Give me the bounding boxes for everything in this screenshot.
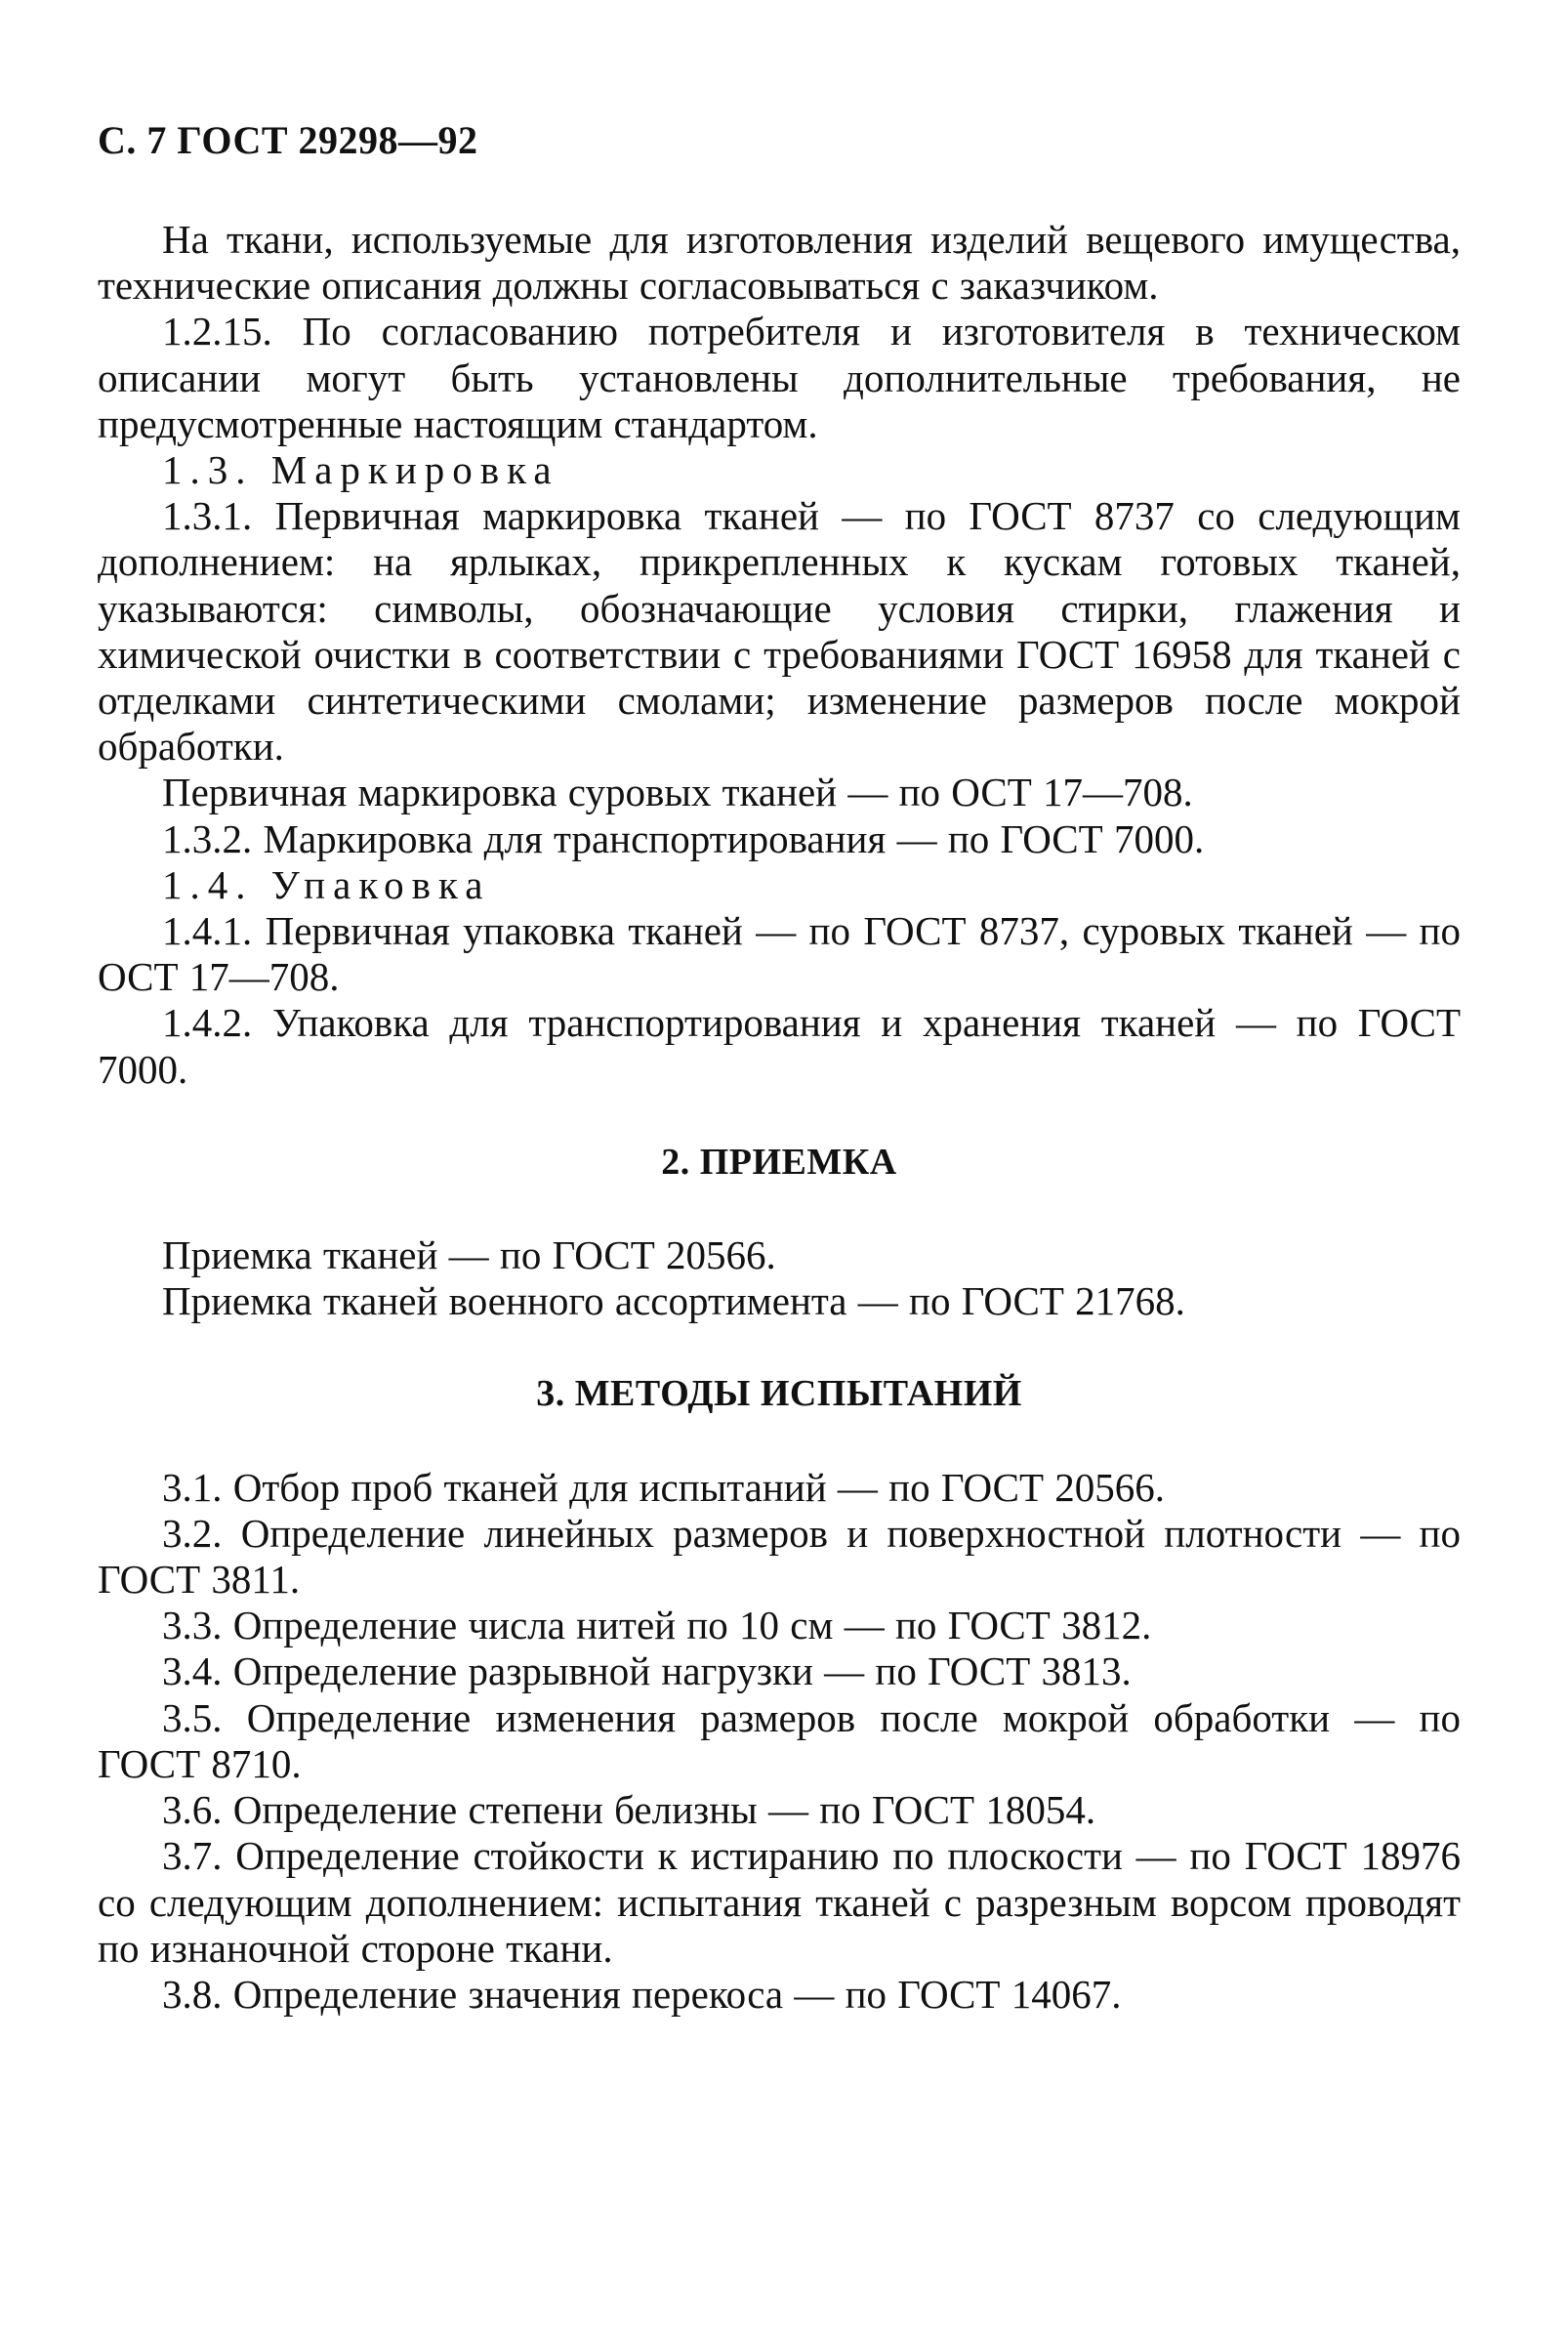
test-method-item: 3.7. Определение стойкости к истиранию по плоскости — по ГОСТ 18976 со следующим дополнением: испытания тканей с разрезным ворсом проводят по изнаночной стороне ткани.	[98, 1833, 1461, 1971]
paragraph-raw-marking: Первичная маркировка суровых тканей — по ОСТ 17—708.	[162, 770, 1193, 815]
acceptance-item: Приемка тканей военного ассортимента — по ГОСТ 21768.	[162, 1278, 1185, 1324]
test-method-item: 3.4. Определение разрывной нагрузки — по ГОСТ 3813.	[162, 1648, 1132, 1694]
test-method-item: 3.3. Определение числа нитей по 10 см — по ГОСТ 3812.	[162, 1603, 1152, 1648]
section-title-acceptance: 2. ПРИЕМКА	[661, 1141, 897, 1183]
test-method-item: 3.5. Определение изменения размеров после мокрой обработки — по ГОСТ 8710.	[98, 1694, 1461, 1786]
paragraph-1-2-15: 1.2.15. По согласованию потребителя и изготовителя в техническом описании могут быть установлены дополнительные требования, не предусмотренные настоящим стандартом.	[98, 309, 1461, 446]
test-method-item: 3.1. Отбор проб тканей для испытаний — по ГОСТ 20566.	[162, 1464, 1166, 1510]
paragraph-1-3-1: 1.3.1. Первичная маркировка тканей — по ГОСТ 8737 со следующим дополнением: на ярлыках, прикрепленных к кускам готовых тканей, указываются: символы, обозначающие условия стирки, глажения и химической очистки в соответствии с требованиями ГОСТ 16958 для тканей с отделками синтетическими смолами; изменение размеров после мокрой обработки.	[98, 493, 1461, 770]
acceptance-item: Приемка тканей — по ГОСТ 20566.	[162, 1232, 776, 1278]
section-title-test-methods: 3. МЕТОДЫ ИСПЫТАНИЙ	[536, 1373, 1022, 1415]
paragraph-1-4-2: 1.4.2. Упаковка для транспортирования и хранения тканей — по ГОСТ 7000.	[98, 1000, 1461, 1092]
test-method-item: 3.2. Определение линейных размеров и поверхностной плотности — по ГОСТ 3811.	[98, 1510, 1461, 1603]
test-method-item: 3.6. Определение степени белизны — по ГОСТ 18054.	[162, 1787, 1096, 1833]
paragraph-tech-descriptions: На ткани, используемые для изготовления изделий вещевого имущества, технические описания должны согласовываться с заказчиком.	[98, 217, 1461, 309]
document-body	[98, 217, 1461, 2018]
page-header: С. 7 ГОСТ 29298—92	[98, 118, 478, 162]
subheading-packaging: 1.4. Упаковка	[162, 861, 491, 907]
subheading-marking: 1.3. Маркировка	[162, 447, 559, 493]
paragraph-1-4-1: 1.4.1. Первичная упаковка тканей — по ГОСТ 8737, суровых тканей — по ОСТ 17—708.	[98, 908, 1461, 1000]
paragraph-1-3-2: 1.3.2. Маркировка для транспортирования — по ГОСТ 7000.	[162, 815, 1205, 861]
test-method-item: 3.8. Определение значения перекоса — по ГОСТ 14067.	[162, 1971, 1122, 2017]
